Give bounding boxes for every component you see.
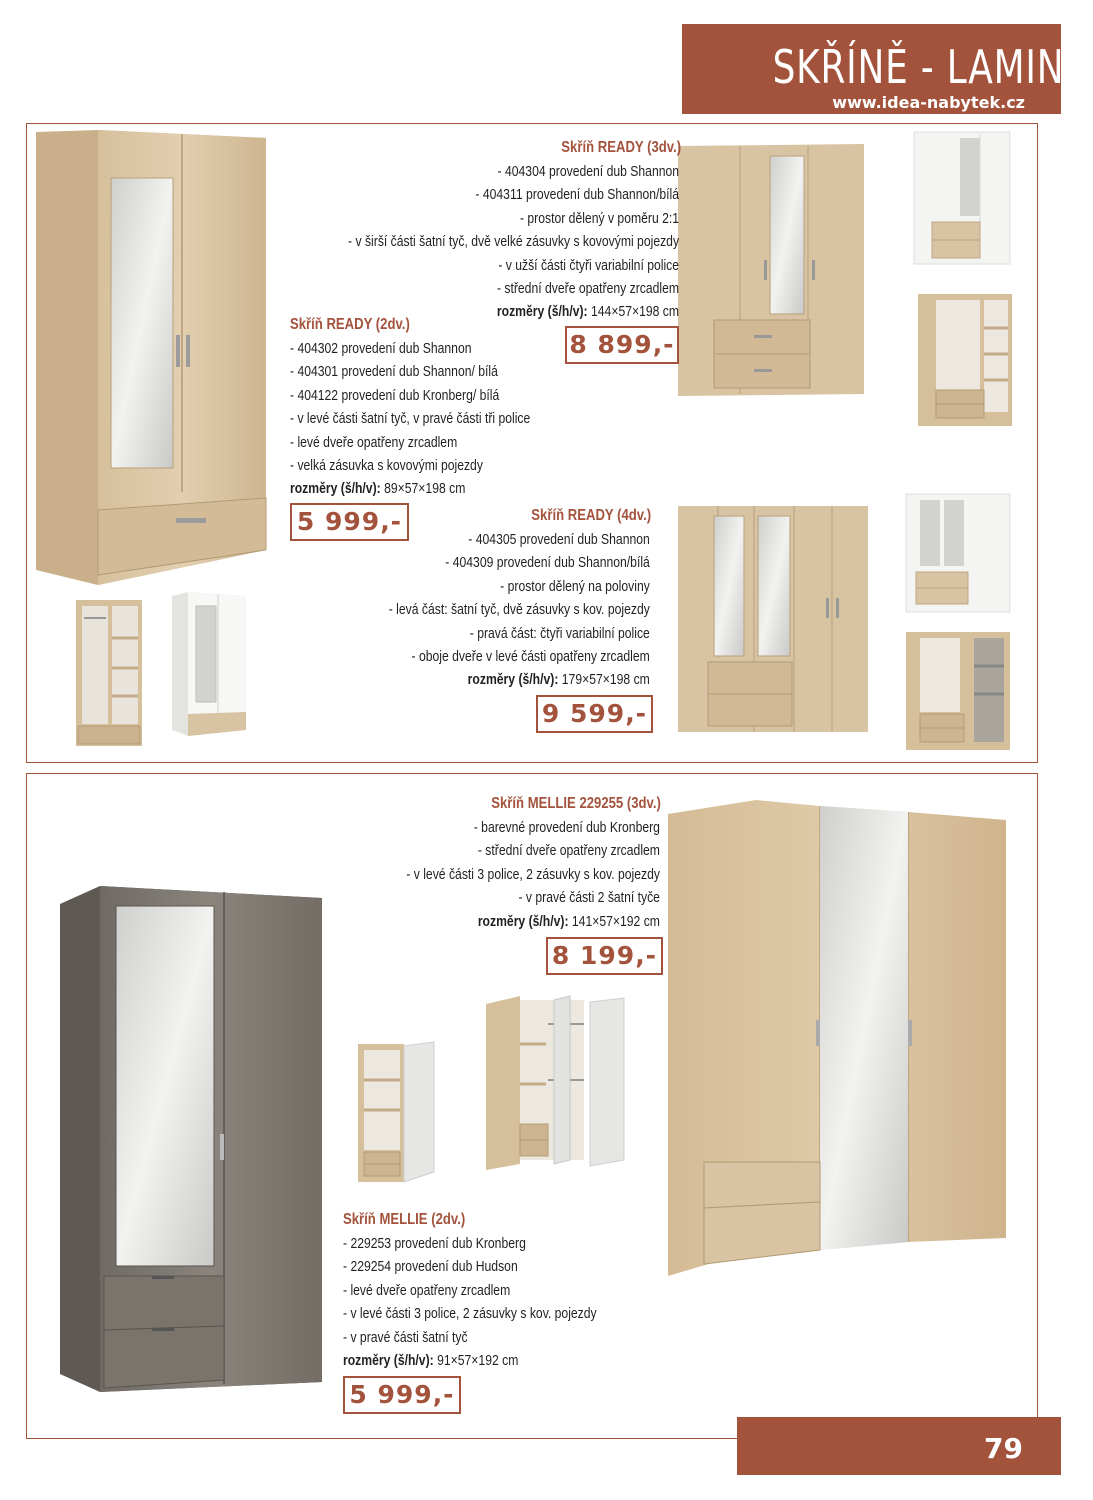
mellie-2dv-wardrobe-image <box>60 884 324 1396</box>
dimensions-label: rozměry (š/h/v): <box>343 1353 434 1370</box>
spec-line: - barevné provedení dub Kronberg <box>473 820 660 836</box>
spec-line: - v levé části 3 police, 2 zásuvky s kov. pojezdy <box>343 1306 597 1323</box>
spec-line: - levá část: šatní tyč, dvě zásuvky s kov. pojezdy <box>388 602 650 619</box>
spec-line: - prostor dělený na poloviny <box>500 578 650 595</box>
ready-3dv-interior-image <box>916 292 1014 428</box>
ready-4dv-specs <box>389 529 650 693</box>
ready-2dv-interior-image <box>74 598 144 748</box>
ready-2dv-title: Skříň READY (2dv.) <box>290 316 410 333</box>
spec-line: - v širší části šatní tyč, dvě velké zásuvky s kovovými pojezdy <box>348 234 679 251</box>
spec-line: - střední dveře opatřeny zrcadlem <box>477 843 660 860</box>
mellie-3dv-title: Skříň MELLIE 229255 (3dv.) <box>491 795 661 812</box>
dimensions <box>406 911 660 934</box>
spec-line: - střední dveře opatřeny zrcadlem <box>496 281 679 298</box>
dimensions-value: 179×57×198 cm <box>561 672 650 689</box>
ready-3dv-specs <box>348 161 679 325</box>
spec-line: - v levé části 3 police, 2 zásuvky s kov. pojezdy <box>406 866 660 883</box>
spec-line: - levé dveře opatřeny zrcadlem <box>343 1282 511 1299</box>
mellie-2dv-title: Skříň MELLIE (2dv.) <box>343 1211 466 1228</box>
spec-line: - prostor dělený v poměru 2:1 <box>519 210 679 227</box>
spec-line: - v levé části šatní tyč, v pravé části tři police <box>290 411 531 428</box>
spec-line: - v pravé části 2 šatní tyče <box>518 890 660 907</box>
page-number: 79 <box>984 1432 1023 1465</box>
dimensions-value: 91×57×192 cm <box>437 1353 519 1370</box>
spec-line: - 229253 provedení dub Kronberg <box>343 1236 526 1252</box>
dimensions <box>389 669 650 692</box>
spec-line: - 404309 provedení dub Shannon/bílá <box>445 555 650 572</box>
mellie-2dv-price: 5 999,- <box>343 1376 461 1414</box>
spec-line: - 404301 provedení dub Shannon/ bílá <box>290 364 498 381</box>
ready-2dv-price: 5 999,- <box>290 503 409 541</box>
dimensions-value: 141×57×192 cm <box>571 913 660 930</box>
mellie-3dv-interior-image <box>484 994 630 1172</box>
spec-line: - 229254 provedení dub Hudson <box>343 1259 518 1276</box>
spec-line: - v pravé části šatní tyč <box>343 1329 468 1346</box>
spec-line: - v užší části čtyři variabilní police <box>498 257 679 274</box>
dimensions-label: rozměry (š/h/v): <box>496 304 588 321</box>
spec-line: - 404122 provedení dub Kronberg/ bílá <box>290 387 500 404</box>
ready-2dv-specs <box>290 338 530 502</box>
ready-2dv-wardrobe-image <box>36 130 268 590</box>
ready-3dv-white-image <box>912 128 1012 268</box>
ready-3dv-title: Skříň READY (3dv.) <box>561 139 681 156</box>
mellie-2dv-interior-image <box>356 1040 438 1186</box>
website-url[interactable]: www.idea-nabytek.cz <box>832 93 1025 112</box>
ready-2dv-white-image <box>170 590 250 740</box>
spec-line: - levé dveře opatřeny zrcadlem <box>290 434 458 451</box>
ready-4dv-white-image <box>904 492 1012 614</box>
dimensions-value: 144×57×198 cm <box>590 304 679 321</box>
dimensions-label: rozměry (š/h/v): <box>290 481 381 498</box>
dimensions-label: rozměry (š/h/v): <box>477 913 569 930</box>
ready-3dv-price: 8 899,- <box>565 326 679 364</box>
spec-line: - 404302 provedení dub Shannon <box>290 341 472 357</box>
mellie-3dv-price: 8 199,- <box>546 937 663 975</box>
spec-line: - velká zásuvka s kovovými pojezdy <box>290 458 483 475</box>
ready-4dv-price: 9 599,- <box>536 695 653 733</box>
dimensions <box>343 1350 597 1373</box>
ready-4dv-wardrobe-image <box>676 502 870 736</box>
ready-4dv-interior-image <box>904 630 1012 752</box>
spec-line: - 404305 provedení dub Shannon <box>468 532 650 548</box>
dimensions-label: rozměry (š/h/v): <box>467 672 559 689</box>
spec-line: - pravá část: čtyři variabilní police <box>469 625 650 642</box>
mellie-3dv-wardrobe-image <box>666 798 1010 1280</box>
dimensions-value: 89×57×198 cm <box>384 481 466 498</box>
mellie-2dv-specs <box>343 1233 597 1373</box>
page-title: SKŘÍNĚ - LAMINO <box>772 40 1093 94</box>
dimensions <box>290 478 530 501</box>
ready-4dv-title: Skříň READY (4dv.) <box>531 507 651 524</box>
spec-line: - oboje dveře v levé části opatřeny zrcadlem <box>411 649 650 666</box>
spec-line: - 404304 provedení dub Shannon <box>497 164 679 180</box>
ready-3dv-wardrobe-image <box>678 142 870 400</box>
spec-line: - 404311 provedení dub Shannon/bílá <box>475 187 679 204</box>
mellie-3dv-specs <box>406 817 660 934</box>
